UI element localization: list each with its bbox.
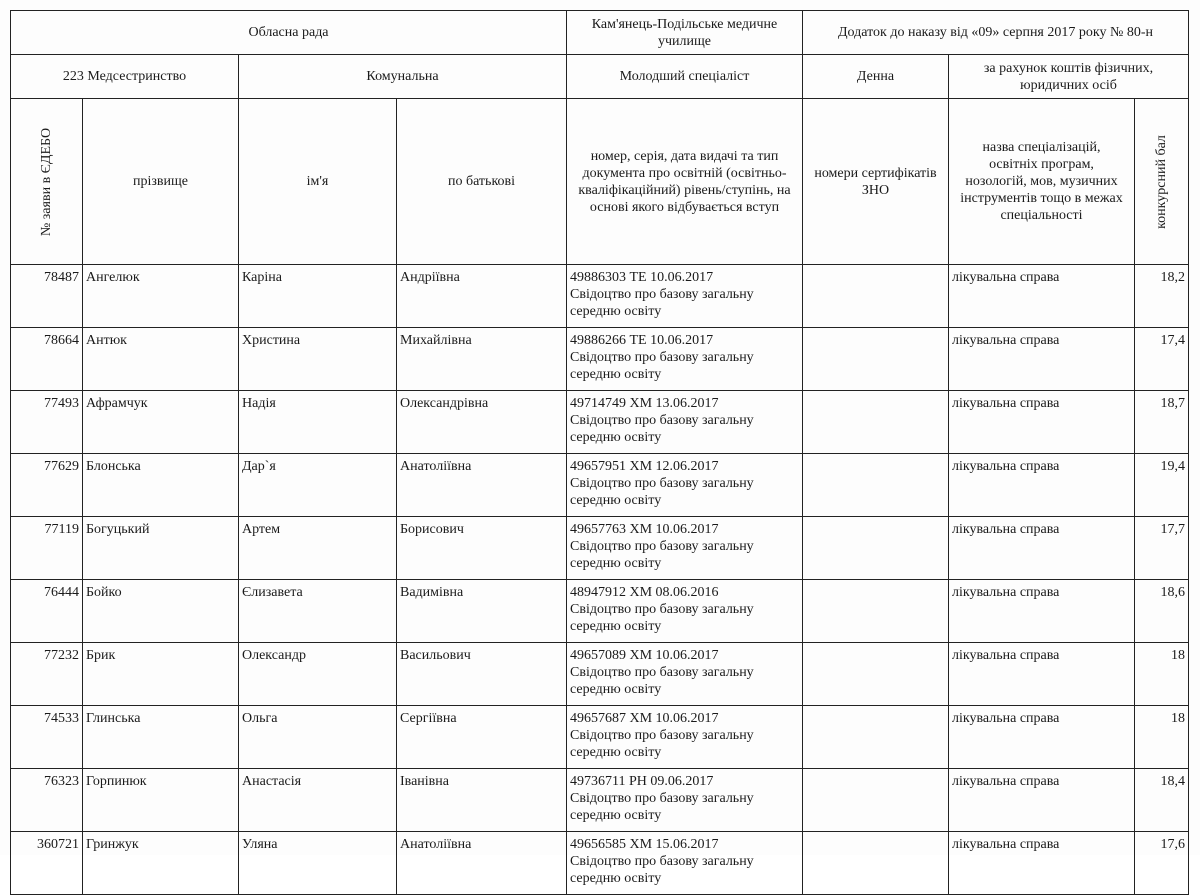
app-no-cell: 74533 [11,706,83,769]
name-cell: Дар`я [239,454,397,517]
document-number: 49657951 ХМ 12.06.2017 [570,459,719,474]
specialization-cell: лікувальна справа [949,706,1135,769]
name-cell: Уляна [239,832,397,895]
surname-cell: Бойко [83,580,239,643]
document-type: Свідоцтво про базову загальну середню освіту [570,413,754,445]
zno-cell [803,265,949,328]
specialty-cell: 223 Медсестринство [11,55,239,99]
patronymic-cell: Андріївна [397,265,567,328]
app-no-cell: 78664 [11,328,83,391]
zno-cell [803,643,949,706]
document-type: Свідоцтво про базову загальну середню освіту [570,854,754,886]
specialization-cell: лікувальна справа [949,328,1135,391]
table-row [11,391,1189,454]
document-number: 49886303 ТЕ 10.06.2017 [570,270,714,285]
col-header-score-text: конкурсний бал [1153,134,1169,229]
col-header-surname: прізвище [83,99,239,265]
column-header-row [11,99,1189,265]
table-row [11,643,1189,706]
table-row [11,517,1189,580]
document-cell [567,580,803,643]
document-cell [567,517,803,580]
zno-cell [803,517,949,580]
col-header-score [1135,99,1189,265]
col-header-name: ім'я [239,99,397,265]
funding-cell: за рахунок коштів фізичних, юридичних осіб [949,55,1189,99]
zno-cell [803,454,949,517]
patronymic-cell: Васильович [397,643,567,706]
surname-cell: Антюк [83,328,239,391]
header-row-institution [11,11,1189,55]
patronymic-cell: Борисович [397,517,567,580]
app-no-cell: 77232 [11,643,83,706]
document-type: Свідоцтво про базову загальну середню освіту [570,602,754,634]
specialization-cell: лікувальна справа [949,643,1135,706]
col-header-document: номер, серія, дата видачі та тип документа про освітній (освітньо-кваліфікаційний) рівень/ступінь, на основі якого відбувається вступ [567,99,803,265]
specialization-cell: лікувальна справа [949,265,1135,328]
score-cell: 18,4 [1135,769,1189,832]
app-no-cell: 77119 [11,517,83,580]
score-cell: 18 [1135,706,1189,769]
document-type: Свідоцтво про базову загальну середню освіту [570,287,754,319]
col-header-specialization: назва спеціалізацій, освітніх програм, нозологій, мов, музичних інструментів тощо в межах спеціальності [949,99,1135,265]
app-no-cell: 76444 [11,580,83,643]
score-cell: 18,6 [1135,580,1189,643]
document-cell [567,643,803,706]
app-no-cell: 77493 [11,391,83,454]
specialization-cell: лікувальна справа [949,454,1135,517]
document-cell [567,706,803,769]
name-cell: Каріна [239,265,397,328]
col-header-app-no [11,99,83,265]
zno-cell [803,832,949,895]
document-number: 49657687 ХМ 10.06.2017 [570,711,719,726]
score-cell: 17,4 [1135,328,1189,391]
surname-cell: Афрамчук [83,391,239,454]
name-cell: Артем [239,517,397,580]
table-row [11,706,1189,769]
score-cell: 17,7 [1135,517,1189,580]
document-number: 49657763 ХМ 10.06.2017 [570,522,719,537]
table-row [11,328,1189,391]
document-cell [567,832,803,895]
specialization-cell: лікувальна справа [949,517,1135,580]
app-no-cell: 76323 [11,769,83,832]
ownership-cell: Комунальна [239,55,567,99]
table-row [11,769,1189,832]
document-number: 48947912 ХМ 08.06.2016 [570,585,719,600]
specialization-cell: лікувальна справа [949,391,1135,454]
app-no-cell: 78487 [11,265,83,328]
table-row [11,832,1189,895]
col-header-zno: номери сертифікатів ЗНО [803,99,949,265]
document-number: 49736711 РН 09.06.2017 [570,774,714,789]
patronymic-cell: Вадимівна [397,580,567,643]
app-no-cell: 360721 [11,832,83,895]
study-form-cell: Денна [803,55,949,99]
surname-cell: Гринжук [83,832,239,895]
zno-cell [803,580,949,643]
score-cell: 19,4 [1135,454,1189,517]
score-cell: 18 [1135,643,1189,706]
app-no-cell: 77629 [11,454,83,517]
order-cell: Додаток до наказу від «09» серпня 2017 року № 80-н [803,11,1189,55]
document-number: 49886266 ТЕ 10.06.2017 [570,333,714,348]
document-type: Свідоцтво про базову загальну середню освіту [570,350,754,382]
zno-cell [803,391,949,454]
name-cell: Олександр [239,643,397,706]
document-cell [567,265,803,328]
admission-list-table [10,10,1189,895]
table-row [11,454,1189,517]
score-cell: 18,2 [1135,265,1189,328]
document-type: Свідоцтво про базову загальну середню освіту [570,539,754,571]
name-cell: Христина [239,328,397,391]
document-cell [567,454,803,517]
document-number: 49714749 ХМ 13.06.2017 [570,396,719,411]
specialization-cell: лікувальна справа [949,832,1135,895]
header-row-program [11,55,1189,99]
document-type: Свідоцтво про базову загальну середню освіту [570,665,754,697]
document-number: 49657089 ХМ 10.06.2017 [570,648,719,663]
name-cell: Ольга [239,706,397,769]
zno-cell [803,706,949,769]
zno-cell [803,328,949,391]
name-cell: Єлизавета [239,580,397,643]
specialization-cell: лікувальна справа [949,580,1135,643]
col-header-app-no-text: № заяви в ЄДЕБО [38,127,54,236]
patronymic-cell: Анатоліївна [397,832,567,895]
table-row [11,580,1189,643]
level-cell: Молодший спеціаліст [567,55,803,99]
council-cell: Обласна рада [11,11,567,55]
table-row [11,265,1189,328]
surname-cell: Горпинюк [83,769,239,832]
patronymic-cell: Сергіївна [397,706,567,769]
surname-cell: Ангелюк [83,265,239,328]
document-type: Свідоцтво про базову загальну середню освіту [570,791,754,823]
patronymic-cell: Анатоліївна [397,454,567,517]
document-cell [567,769,803,832]
document-type: Свідоцтво про базову загальну середню освіту [570,728,754,760]
name-cell: Анастасія [239,769,397,832]
surname-cell: Глинська [83,706,239,769]
score-cell: 18,7 [1135,391,1189,454]
patronymic-cell: Михайлівна [397,328,567,391]
surname-cell: Брик [83,643,239,706]
document-type: Свідоцтво про базову загальну середню освіту [570,476,754,508]
college-cell: Кам'янець-Подільське медичне училище [567,11,803,55]
surname-cell: Богуцький [83,517,239,580]
document-cell [567,391,803,454]
score-cell: 17,6 [1135,832,1189,895]
specialization-cell: лікувальна справа [949,769,1135,832]
zno-cell [803,769,949,832]
surname-cell: Блонська [83,454,239,517]
col-header-patronymic: по батькові [397,99,567,265]
name-cell: Надія [239,391,397,454]
patronymic-cell: Іванівна [397,769,567,832]
document-cell [567,328,803,391]
patronymic-cell: Олександрівна [397,391,567,454]
document-number: 49656585 ХМ 15.06.2017 [570,837,719,852]
